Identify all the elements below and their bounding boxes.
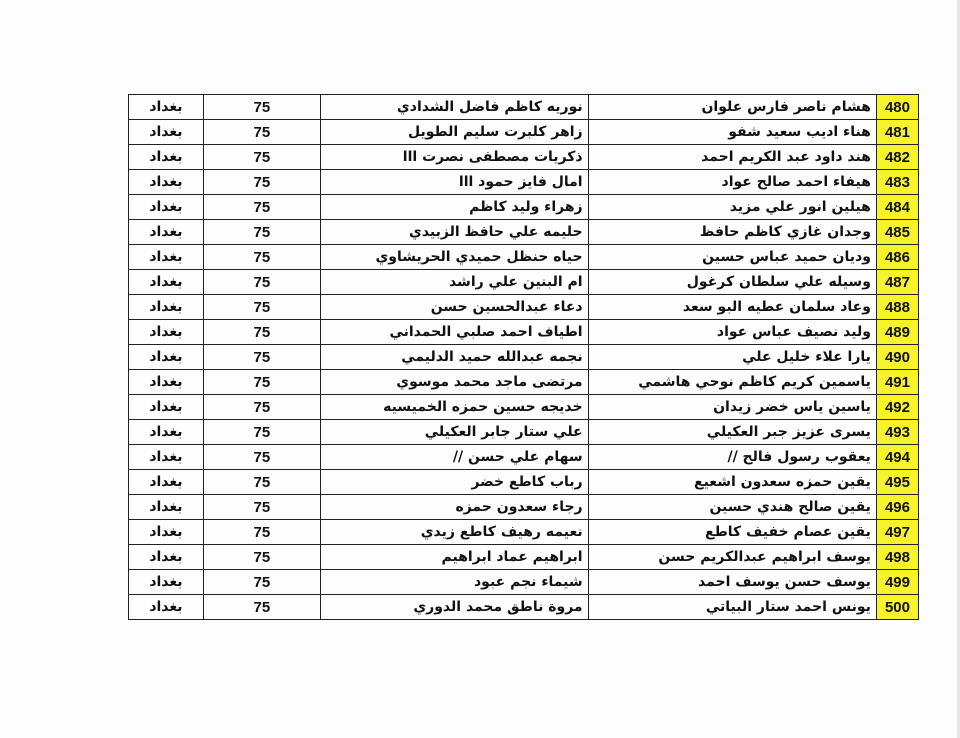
row-number-cell: 484: [876, 195, 918, 220]
table-row: [129, 470, 919, 495]
score-cell: 75: [203, 420, 320, 445]
row-number-cell: 487: [876, 270, 918, 295]
row-number-cell: 485: [876, 220, 918, 245]
table-row: [129, 195, 919, 220]
score-cell: 75: [203, 470, 320, 495]
name-cell: وعاد سلمان عطيه البو سعد: [588, 295, 876, 320]
partner-name-cell: سهام علي حسن //: [320, 445, 588, 470]
partner-name-cell: نوريه كاظم فاضل الشدادي: [320, 95, 588, 120]
partner-name-cell: مروة ناطق محمد الدوري: [320, 595, 588, 620]
city-cell: بغداد: [129, 345, 204, 370]
score-cell: 75: [203, 245, 320, 270]
name-cell: يقين صالح هندي حسين: [588, 495, 876, 520]
row-number-cell: 481: [876, 120, 918, 145]
table-row: [129, 320, 919, 345]
city-cell: بغداد: [129, 220, 204, 245]
score-cell: 75: [203, 195, 320, 220]
partner-name-cell: امال فايز حمود ااا: [320, 170, 588, 195]
table-row: [129, 495, 919, 520]
table-row: [129, 570, 919, 595]
table-row: [129, 245, 919, 270]
partner-name-cell: رجاء سعدون حمزه: [320, 495, 588, 520]
name-cell: يوسف حسن يوسف احمد: [588, 570, 876, 595]
table-row: [129, 395, 919, 420]
city-cell: بغداد: [129, 595, 204, 620]
partner-name-cell: دعاء عبدالحسين حسن: [320, 295, 588, 320]
partner-name-cell: رباب كاطع خضر: [320, 470, 588, 495]
name-cell: وليد نصيف عباس عواد: [588, 320, 876, 345]
partner-name-cell: مرتضى ماجد محمد موسوي: [320, 370, 588, 395]
score-cell: 75: [203, 220, 320, 245]
table-row: [129, 420, 919, 445]
row-number-cell: 498: [876, 545, 918, 570]
row-number-cell: 491: [876, 370, 918, 395]
city-cell: بغداد: [129, 570, 204, 595]
score-cell: 75: [203, 595, 320, 620]
name-cell: يقين عصام خفيف كاطع: [588, 520, 876, 545]
table-row: [129, 295, 919, 320]
name-cell: وجدان غازي كاظم حافظ: [588, 220, 876, 245]
partner-name-cell: زاهر كلبرت سليم الطويل: [320, 120, 588, 145]
table-row: [129, 220, 919, 245]
row-number-cell: 488: [876, 295, 918, 320]
name-cell: هشام ناصر فارس علوان: [588, 95, 876, 120]
row-number-cell: 490: [876, 345, 918, 370]
row-number-cell: 494: [876, 445, 918, 470]
partner-name-cell: خديجه حسين حمزه الخميسيه: [320, 395, 588, 420]
partner-name-cell: ذكريات مصطفى نصرت ااا: [320, 145, 588, 170]
score-cell: 75: [203, 120, 320, 145]
city-cell: بغداد: [129, 495, 204, 520]
name-cell: يوسف ابراهيم عبدالكريم حسن: [588, 545, 876, 570]
table-row: [129, 345, 919, 370]
score-cell: 75: [203, 370, 320, 395]
score-cell: 75: [203, 445, 320, 470]
score-cell: 75: [203, 345, 320, 370]
table-row: [129, 370, 919, 395]
city-cell: بغداد: [129, 545, 204, 570]
name-cell: يارا علاء خليل علي: [588, 345, 876, 370]
city-cell: بغداد: [129, 170, 204, 195]
row-number-cell: 492: [876, 395, 918, 420]
partner-name-cell: زهراء وليد كاظم: [320, 195, 588, 220]
results-table-body: [129, 95, 919, 620]
name-cell: هناء اديب سعيد شفو: [588, 120, 876, 145]
table-row: [129, 545, 919, 570]
row-number-cell: 495: [876, 470, 918, 495]
name-cell: يسرى عزيز جبر العكيلي: [588, 420, 876, 445]
score-cell: 75: [203, 495, 320, 520]
partner-name-cell: اطياف احمد صلبي الحمداني: [320, 320, 588, 345]
table-row: [129, 445, 919, 470]
score-cell: 75: [203, 570, 320, 595]
table-row: [129, 95, 919, 120]
name-cell: ياسين ياس خضر زيدان: [588, 395, 876, 420]
partner-name-cell: علي ستار جابر العكيلي: [320, 420, 588, 445]
row-number-cell: 496: [876, 495, 918, 520]
name-cell: هيفاء احمد صالح عواد: [588, 170, 876, 195]
city-cell: بغداد: [129, 445, 204, 470]
partner-name-cell: نجمه عبدالله حميد الدليمي: [320, 345, 588, 370]
name-cell: هند داود عبد الكريم احمد: [588, 145, 876, 170]
row-number-cell: 480: [876, 95, 918, 120]
row-number-cell: 499: [876, 570, 918, 595]
row-number-cell: 497: [876, 520, 918, 545]
score-cell: 75: [203, 295, 320, 320]
partner-name-cell: حياه حنظل حميدي الحريشاوي: [320, 245, 588, 270]
name-cell: يقين حمزه سعدون اشعيع: [588, 470, 876, 495]
city-cell: بغداد: [129, 195, 204, 220]
score-cell: 75: [203, 545, 320, 570]
partner-name-cell: ابراهيم عماد ابراهيم: [320, 545, 588, 570]
row-number-cell: 489: [876, 320, 918, 345]
city-cell: بغداد: [129, 370, 204, 395]
score-cell: 75: [203, 170, 320, 195]
results-table: [128, 94, 919, 620]
score-cell: 75: [203, 395, 320, 420]
table-row: [129, 170, 919, 195]
table-row: [129, 120, 919, 145]
score-cell: 75: [203, 320, 320, 345]
partner-name-cell: شيماء نجم عبود: [320, 570, 588, 595]
city-cell: بغداد: [129, 520, 204, 545]
table-row: [129, 270, 919, 295]
score-cell: 75: [203, 270, 320, 295]
city-cell: بغداد: [129, 270, 204, 295]
row-number-cell: 493: [876, 420, 918, 445]
city-cell: بغداد: [129, 120, 204, 145]
city-cell: بغداد: [129, 295, 204, 320]
partner-name-cell: حليمه علي حافظ الزبيدي: [320, 220, 588, 245]
name-cell: وسيله علي سلطان كرغول: [588, 270, 876, 295]
score-cell: 75: [203, 520, 320, 545]
results-sheet: [128, 94, 919, 620]
name-cell: هيلين انور علي مزيد: [588, 195, 876, 220]
row-number-cell: 482: [876, 145, 918, 170]
city-cell: بغداد: [129, 420, 204, 445]
partner-name-cell: نعيمه رهيف كاطع زيدي: [320, 520, 588, 545]
table-row: [129, 145, 919, 170]
name-cell: وديان حميد عباس حسين: [588, 245, 876, 270]
score-cell: 75: [203, 145, 320, 170]
row-number-cell: 486: [876, 245, 918, 270]
row-number-cell: 483: [876, 170, 918, 195]
score-cell: 75: [203, 95, 320, 120]
row-number-cell: 500: [876, 595, 918, 620]
city-cell: بغداد: [129, 95, 204, 120]
city-cell: بغداد: [129, 395, 204, 420]
name-cell: ياسمين كريم كاظم نوحي هاشمي: [588, 370, 876, 395]
city-cell: بغداد: [129, 245, 204, 270]
partner-name-cell: ام البنين علي راشد: [320, 270, 588, 295]
table-row: [129, 520, 919, 545]
city-cell: بغداد: [129, 470, 204, 495]
name-cell: يونس احمد ستار البياتي: [588, 595, 876, 620]
table-row: [129, 595, 919, 620]
city-cell: بغداد: [129, 145, 204, 170]
city-cell: بغداد: [129, 320, 204, 345]
name-cell: يعقوب رسول فالح //: [588, 445, 876, 470]
